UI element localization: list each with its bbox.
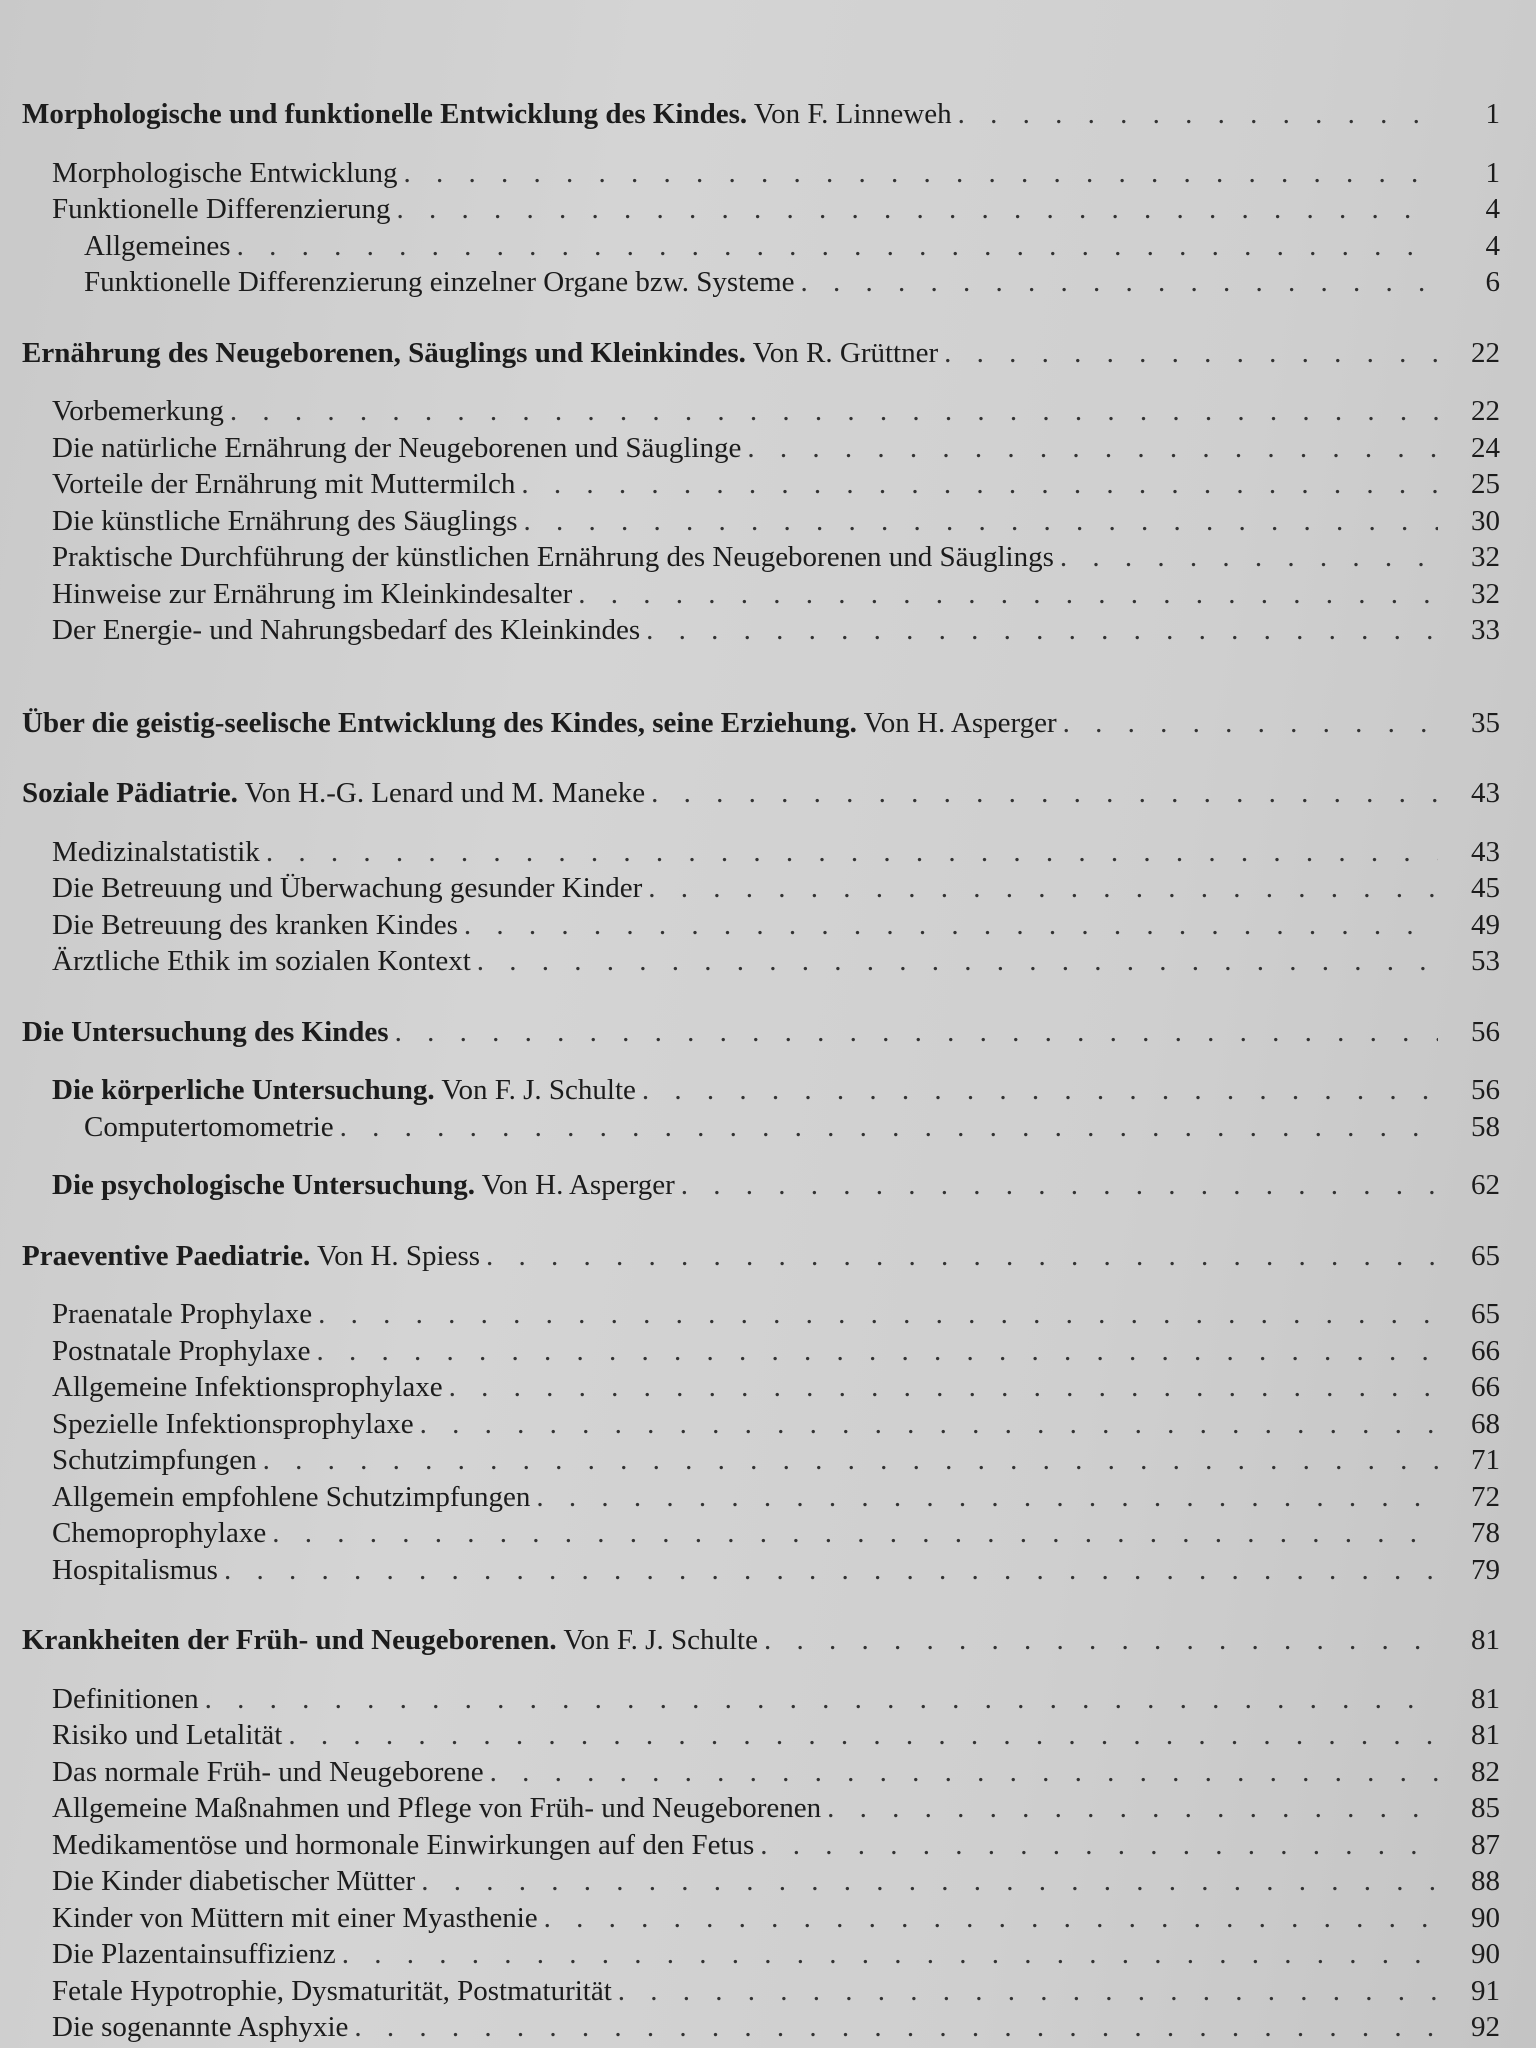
- leader-dots: [958, 96, 1438, 133]
- toc-entry: Die Betreuung des kranken Kindes . . . 49: [22, 907, 1500, 944]
- heading-author: Von F. J. Schulte: [556, 1624, 758, 1656]
- heading-title: Die Untersuchung des Kindes: [22, 1015, 389, 1048]
- page-number: 49: [1471, 908, 1500, 941]
- heading-author: Von H.-G. Lenard und M. Maneke: [237, 777, 646, 809]
- leader-dots: [272, 1515, 1438, 1552]
- leader-dots: [230, 393, 1438, 430]
- page-number: 72: [1471, 1480, 1500, 1513]
- page-number: 32: [1471, 577, 1500, 610]
- leader-dots: [342, 1936, 1438, 1973]
- toc-entry: Definitionen . . . 81: [22, 1681, 1500, 1718]
- leader-dots: [224, 1552, 1438, 1589]
- page-number: 56: [1471, 1074, 1500, 1106]
- toc-entry: Vorbemerkung . . . 22: [22, 393, 1500, 430]
- page-number: 81: [1471, 1682, 1500, 1715]
- toc-entry: Allgemeines . . . 4: [22, 228, 1500, 265]
- toc-entry: Schutzimpfungen . . . 71: [22, 1442, 1500, 1479]
- heading-author: Von H. Asperger: [856, 706, 1057, 739]
- page-number: 35: [1471, 706, 1500, 739]
- leader-dots: [449, 1369, 1438, 1406]
- toc-entry: Die Betreuung und Überwachung gesunder Kinder . . . 45: [22, 870, 1500, 907]
- page-number: 62: [1471, 1169, 1500, 1201]
- toc-heading: [22, 1622, 1500, 1659]
- leader-dots: [760, 1827, 1438, 1864]
- leader-dots: [263, 1442, 1438, 1479]
- toc-heading: [22, 1238, 1500, 1275]
- toc-heading: [22, 1014, 1500, 1051]
- toc-heading: [22, 705, 1500, 742]
- page-number: 66: [1471, 1334, 1500, 1367]
- leader-dots: [397, 191, 1439, 228]
- toc-entry: Die psychologische Untersuchung. Von H. Asperger . . . 62: [22, 1167, 1500, 1204]
- leader-dots: [266, 834, 1438, 871]
- page-number: 81: [1471, 1624, 1500, 1656]
- toc-entry: Der Energie- und Nahrungsbedarf des Kleinkindes . . . 33: [22, 612, 1500, 649]
- toc-entry: Die Kinder diabetischer Mütter . . . 88: [22, 1863, 1500, 1900]
- page-number: 91: [1471, 1974, 1500, 2007]
- page-number: 22: [1471, 336, 1500, 369]
- page-number: 24: [1471, 431, 1500, 464]
- heading-title: Krankheiten der Früh- und Neugeborenen.: [22, 1624, 557, 1656]
- page-number: 33: [1471, 614, 1500, 646]
- page-number: 53: [1471, 945, 1500, 977]
- leader-dots: [536, 1479, 1438, 1516]
- page-number: 4: [1485, 193, 1500, 225]
- leader-dots: [464, 907, 1438, 944]
- page-number: 4: [1485, 229, 1500, 262]
- leader-dots: [354, 2009, 1438, 2046]
- toc-entry: Morphologische Entwicklung . . . 1: [22, 155, 1500, 192]
- toc-entry: Die Plazentainsuffizienz . . . 90: [22, 1936, 1500, 1973]
- toc-entry: Hinweise zur Ernährung im Kleinkindesalter . . . 32: [22, 576, 1500, 613]
- leader-dots: [486, 1238, 1438, 1275]
- toc-entry: Praktische Durchführung der künstlichen Ernährung des Neugeborenen und Säuglings . . . 32: [22, 539, 1500, 576]
- page-number: 43: [1471, 835, 1500, 868]
- page-number: 82: [1471, 1755, 1500, 1788]
- leader-dots: [651, 775, 1438, 812]
- toc-entry: Postnatale Prophylaxe . . . 66: [22, 1333, 1500, 1370]
- toc-entry: Kinder von Müttern mit einer Myasthenie . . . 90: [22, 1900, 1500, 1937]
- page-number: 79: [1471, 1553, 1500, 1586]
- leader-dots: [521, 466, 1438, 503]
- leader-dots: [421, 1863, 1438, 1900]
- toc-heading: [22, 775, 1500, 812]
- toc-heading: [22, 335, 1500, 372]
- leader-dots: [578, 576, 1438, 613]
- leader-dots: [544, 1900, 1438, 1937]
- leader-dots: [490, 1754, 1438, 1791]
- leader-dots: [1060, 539, 1438, 576]
- toc-entry: Das normale Früh- und Neugeborene . . . 82: [22, 1754, 1500, 1791]
- leader-dots: [318, 1296, 1438, 1333]
- leader-dots: [237, 228, 1438, 265]
- toc-entry: Die natürliche Ernährung der Neugeborenen und Säuglinge . . . 24: [22, 430, 1500, 467]
- toc-entry: Computertomometrie . . . 58: [22, 1109, 1500, 1146]
- toc-entry: Medizinalstatistik . . . 43: [22, 834, 1500, 871]
- leader-dots: [944, 335, 1438, 372]
- leader-dots: [420, 1406, 1438, 1443]
- leader-dots: [764, 1622, 1438, 1659]
- toc-entry: Die körperliche Untersuchung. Von F. J. Schulte . . . 56: [22, 1072, 1500, 1109]
- toc-entry: Hospitalismus . . . 79: [22, 1552, 1500, 1589]
- page-number: 1: [1485, 98, 1500, 130]
- page-number: 71: [1471, 1444, 1500, 1476]
- page-number: 6: [1485, 266, 1500, 298]
- toc-entry: Spezielle Infektionsprophylaxe . . . 68: [22, 1406, 1500, 1443]
- page-number: 32: [1471, 541, 1500, 573]
- page-number: 43: [1471, 777, 1500, 809]
- table-of-contents: [22, 96, 1500, 2046]
- page-number: 30: [1471, 504, 1500, 537]
- toc-entry: Die sogenannte Asphyxie . . . 92: [22, 2009, 1500, 2046]
- page-number: 88: [1471, 1865, 1500, 1897]
- toc-entry: Medikamentöse und hormonale Einwirkungen auf den Fetus . . . 87: [22, 1827, 1500, 1864]
- leader-dots: [681, 1167, 1438, 1204]
- leader-dots: [648, 870, 1438, 907]
- page-number: 22: [1471, 395, 1500, 427]
- heading-title: Über die geistig-seelische Entwicklung des Kindes, seine Erziehung.: [22, 706, 857, 739]
- toc-entry: Allgemeine Infektionsprophylaxe . . . 66: [22, 1369, 1500, 1406]
- page-number: 85: [1471, 1792, 1500, 1824]
- toc-entry: Die künstliche Ernährung des Säuglings . . . 30: [22, 503, 1500, 540]
- page-number: 25: [1471, 468, 1500, 500]
- page-number: 78: [1471, 1517, 1500, 1549]
- leader-dots: [340, 1109, 1438, 1146]
- page-number: 68: [1471, 1407, 1500, 1440]
- page-number: 87: [1471, 1828, 1500, 1861]
- leader-dots: [1063, 705, 1438, 742]
- page-number: 45: [1471, 872, 1500, 904]
- leader-dots: [827, 1790, 1438, 1827]
- toc-entry: Chemoprophylaxe . . . 78: [22, 1515, 1500, 1552]
- leader-dots: [477, 943, 1438, 980]
- page-number: 65: [1471, 1298, 1500, 1330]
- page-number: 58: [1471, 1110, 1500, 1143]
- leader-dots: [618, 1973, 1438, 2010]
- heading-title: Praeventive Paediatrie.: [22, 1239, 311, 1272]
- page-number: 1: [1485, 156, 1500, 189]
- heading-author: Von R. Grüttner: [745, 336, 939, 369]
- leader-dots: [747, 430, 1438, 467]
- leader-dots: [646, 612, 1438, 649]
- leader-dots: [642, 1072, 1438, 1109]
- heading-title: Ernährung des Neugeborenen, Säuglings und Kleinkindes.: [22, 336, 746, 369]
- heading-author: Von F. Linneweh: [747, 98, 952, 130]
- toc-entry: Allgemeine Maßnahmen und Pflege von Früh- und Neugeborenen . . . 85: [22, 1790, 1500, 1827]
- leader-dots: [404, 155, 1438, 192]
- heading-author: Von H. Spiess: [310, 1239, 481, 1272]
- page-number: 90: [1471, 1938, 1500, 1970]
- toc-heading: [22, 96, 1500, 133]
- page-number: 81: [1471, 1719, 1500, 1751]
- heading-title: Soziale Pädiatrie.: [22, 777, 238, 809]
- toc-entry: Ärztliche Ethik im sozialen Kontext . . . 53: [22, 943, 1500, 980]
- leader-dots: [801, 264, 1438, 301]
- leader-dots: [317, 1333, 1438, 1370]
- toc-entry: Funktionelle Differenzierung . . . 4: [22, 191, 1500, 228]
- leader-dots: [395, 1014, 1438, 1051]
- leader-dots: [288, 1717, 1438, 1754]
- page-number: 56: [1471, 1015, 1500, 1048]
- page-number: 90: [1471, 1901, 1500, 1934]
- heading-title: Morphologische und funktionelle Entwicklung des Kindes.: [22, 98, 748, 130]
- page-number: 65: [1471, 1239, 1500, 1272]
- page-number: 66: [1471, 1371, 1500, 1403]
- toc-entry: Funktionelle Differenzierung einzelner Organe bzw. Systeme . . . 6: [22, 264, 1500, 301]
- toc-entry: Praenatale Prophylaxe . . . 65: [22, 1296, 1500, 1333]
- leader-dots: [524, 503, 1438, 540]
- toc-entry: Allgemein empfohlene Schutzimpfungen . . . 72: [22, 1479, 1500, 1516]
- toc-entry: Fetale Hypotrophie, Dysmaturität, Postmaturität . . . 91: [22, 1973, 1500, 2010]
- page-number: 92: [1471, 2011, 1500, 2043]
- leader-dots: [205, 1681, 1438, 1718]
- toc-entry: Risiko und Letalität . . . 81: [22, 1717, 1500, 1754]
- toc-entry: Vorteile der Ernährung mit Muttermilch . . . 25: [22, 466, 1500, 503]
